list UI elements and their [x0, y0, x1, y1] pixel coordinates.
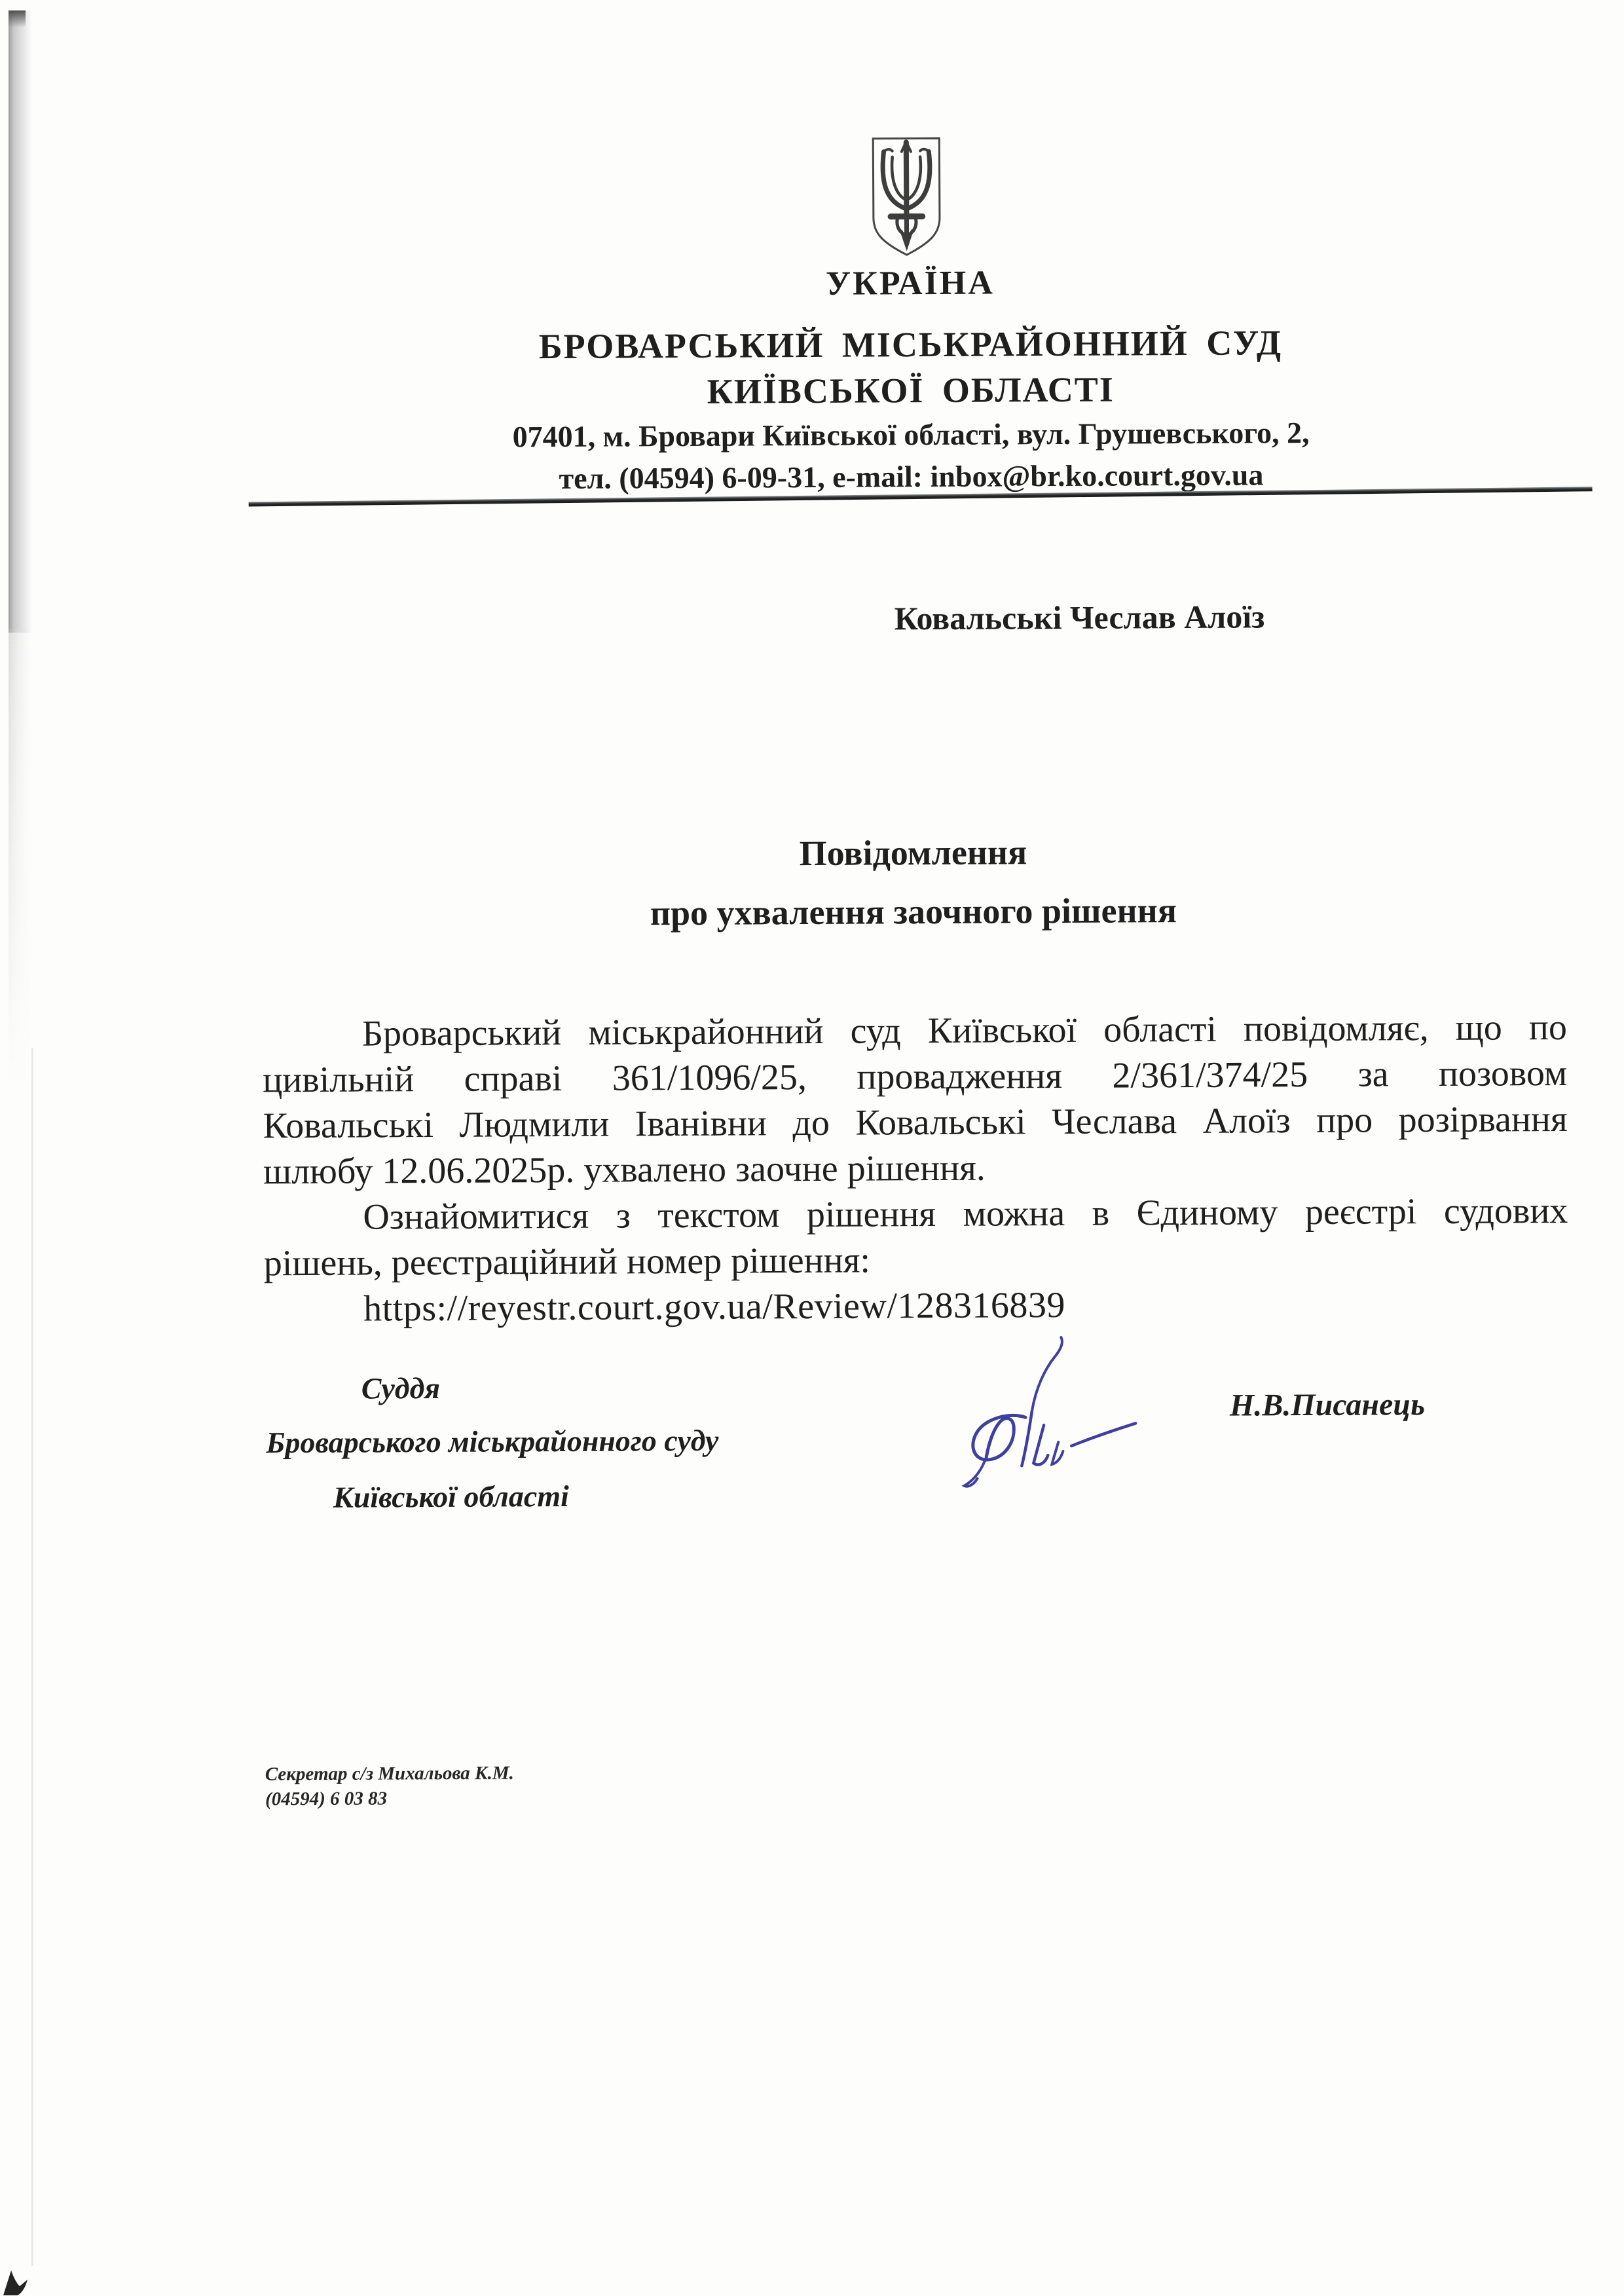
- footer-secretary: Секретар с/з Михальова К.М.: [265, 1762, 514, 1785]
- body-line: цивільній справі 361/1096/25, провадження 2/361/374/25 за позовом: [263, 1052, 1568, 1101]
- footer-phone: (04594) 6 03 83: [265, 1788, 388, 1810]
- addressee-name: Ковальські Чеслав Алоїз: [894, 598, 1265, 637]
- country-name: УКРАЇНА: [825, 264, 995, 303]
- notice-subtitle: про ухвалення заочного рішення: [650, 891, 1177, 933]
- judge-name: Н.В.Писанець: [1229, 1387, 1426, 1423]
- judge-role-line-2: Броварського міськрайонного суду: [266, 1423, 719, 1460]
- body-paragraph-1: [263, 1005, 1568, 1194]
- notice-body: [263, 1005, 1569, 1332]
- decision-registry-url: https://reyestr.court.gov.ua/Review/128316839: [363, 1284, 1066, 1329]
- body-line: шлюбу 12.06.2025р. ухвалено заочне рішення.: [263, 1147, 986, 1193]
- judge-handwritten-signature: [948, 1331, 1145, 1509]
- body-line: Ознайомитися з текстом рішення можна в Єдиному реєстрі судових: [363, 1190, 1568, 1238]
- body-line: Ковальські Людмили Іванівни до Ковальські Чеслава Алоїз про розірвання: [263, 1098, 1568, 1147]
- judge-role-line-1: Суддя: [361, 1371, 441, 1405]
- court-name-line2: КИЇВСЬКОЇ ОБЛАСТІ: [707, 369, 1115, 411]
- court-address: 07401, м. Бровари Київської області, вул. Грушевського, 2,: [512, 416, 1310, 454]
- footer-block: [265, 1760, 514, 1811]
- ukraine-coat-of-arms-icon: [866, 133, 948, 259]
- body-paragraph-2: [263, 1188, 1568, 1286]
- court-contacts: тел. (04594) 6-09-31, e-mail: inbox@br.ko.court.gov.ua: [559, 458, 1264, 496]
- judge-role-line-3: Київської області: [333, 1479, 569, 1514]
- body-line: Броварський міськрайонний суд Київської області повідомляє, що по: [361, 1007, 1568, 1054]
- notice-title: Повідомлення: [799, 832, 1027, 874]
- court-name-line1: БРОВАРСЬКИЙ МІСЬКРАЙОННИЙ СУД: [538, 323, 1283, 367]
- body-line: рішень, реєстраційний номер рішення:: [263, 1240, 871, 1284]
